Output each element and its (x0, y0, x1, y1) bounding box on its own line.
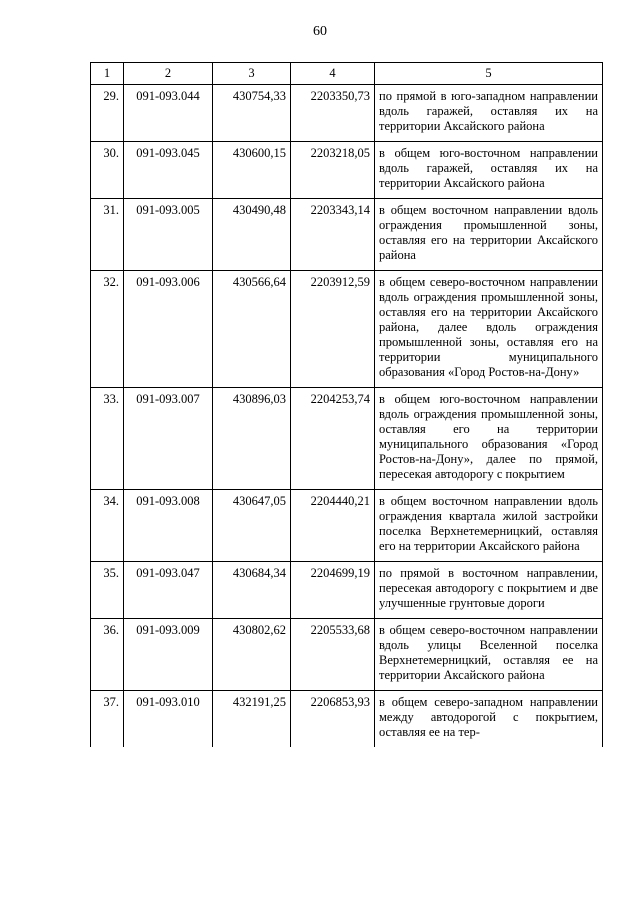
boundary-description: в общем восточном направлении вдоль ограждения промышленной зоны, оставляя его на территории Аксайского района (375, 199, 603, 271)
boundary-description: по прямой в юго-западном направлении вдоль гаражей, оставляя их на территории Аксайского района (375, 85, 603, 142)
coordinate-x: 430647,05 (213, 490, 291, 562)
point-code: 091-093.007 (124, 388, 213, 490)
row-number: 34. (91, 490, 124, 562)
header-col-5: 5 (375, 63, 603, 85)
boundary-description: по прямой в восточном направлении, пересекая автодорогу с покрытием и две улучшенные грунтовые дороги (375, 562, 603, 619)
coordinate-y: 2204253,74 (291, 388, 375, 490)
coordinate-y: 2204440,21 (291, 490, 375, 562)
header-col-2: 2 (124, 63, 213, 85)
point-code: 091-093.044 (124, 85, 213, 142)
row-number: 37. (91, 691, 124, 748)
header-col-3: 3 (213, 63, 291, 85)
point-code: 091-093.045 (124, 142, 213, 199)
table-row (91, 271, 603, 388)
coordinate-x: 430684,34 (213, 562, 291, 619)
row-number: 32. (91, 271, 124, 388)
table-row (91, 691, 603, 748)
header-col-1: 1 (91, 63, 124, 85)
row-number: 31. (91, 199, 124, 271)
point-code: 091-093.008 (124, 490, 213, 562)
row-number: 36. (91, 619, 124, 691)
boundary-description: в общем северо-восточном направлении вдоль улицы Вселенной поселка Верхнетемерницкий, оставляя ее на территории Аксайского района (375, 619, 603, 691)
table-row (91, 85, 603, 142)
row-number: 30. (91, 142, 124, 199)
point-code: 091-093.005 (124, 199, 213, 271)
boundary-description: в общем восточном направлении вдоль ограждения квартала жилой застройки поселка Верхнетемерницкий, оставляя его на территории Аксайского района (375, 490, 603, 562)
header-col-4: 4 (291, 63, 375, 85)
boundary-description: в общем юго-восточном направлении вдоль ограждения промышленной зоны, оставляя его на территории муниципального образования «Город Ростов-на-Дону», далее по прямой, пересекая автодорогу с покрытием (375, 388, 603, 490)
coordinate-y: 2203218,05 (291, 142, 375, 199)
table-row (91, 388, 603, 490)
page-number: 60 (313, 24, 327, 39)
coordinate-y: 2203350,73 (291, 85, 375, 142)
coordinate-y: 2203343,14 (291, 199, 375, 271)
boundary-table (90, 62, 603, 747)
point-code: 091-093.010 (124, 691, 213, 748)
coordinate-y: 2206853,93 (291, 691, 375, 748)
coordinate-x: 430896,03 (213, 388, 291, 490)
coordinate-y: 2203912,59 (291, 271, 375, 388)
coordinate-x: 432191,25 (213, 691, 291, 748)
row-number: 35. (91, 562, 124, 619)
coordinate-x: 430490,48 (213, 199, 291, 271)
coordinate-x: 430600,15 (213, 142, 291, 199)
table-row (91, 619, 603, 691)
table-row (91, 142, 603, 199)
coordinate-x: 430802,62 (213, 619, 291, 691)
point-code: 091-093.006 (124, 271, 213, 388)
point-code: 091-093.047 (124, 562, 213, 619)
coordinate-y: 2205533,68 (291, 619, 375, 691)
coordinate-x: 430566,64 (213, 271, 291, 388)
point-code: 091-093.009 (124, 619, 213, 691)
coordinate-x: 430754,33 (213, 85, 291, 142)
coordinate-y: 2204699,19 (291, 562, 375, 619)
row-number: 33. (91, 388, 124, 490)
row-number: 29. (91, 85, 124, 142)
table-row (91, 490, 603, 562)
table-row (91, 562, 603, 619)
boundary-description: в общем северо-восточном направлении вдоль ограждения промышленной зоны, оставляя его на территории Аксайского района, далее вдоль ограждения промышленной зоны, оставляя его на территории муниципального образования «Город Ростов-на-Дону» (375, 271, 603, 388)
header-row (91, 63, 603, 85)
table-row (91, 199, 603, 271)
boundary-description: в общем северо-западном направлении между автодорогой с покрытием, оставляя ее на тер- (375, 691, 603, 748)
boundary-description: в общем юго-восточном направлении вдоль гаражей, оставляя их на территории Аксайского района (375, 142, 603, 199)
